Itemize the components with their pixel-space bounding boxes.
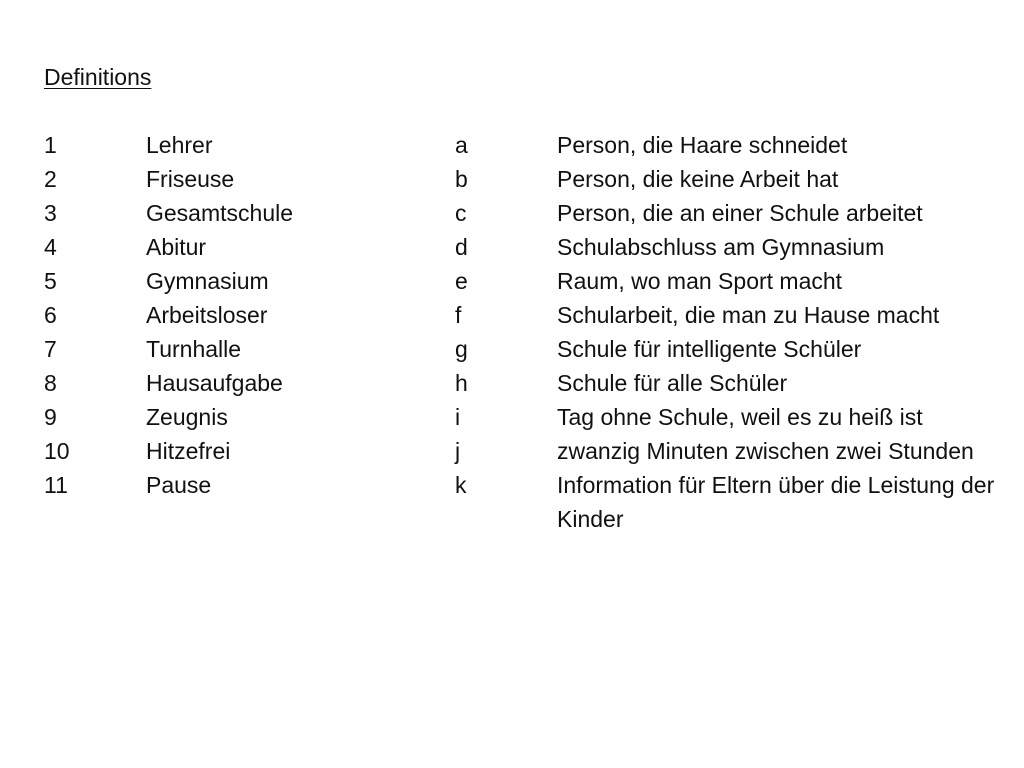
term: Friseuse: [146, 166, 235, 192]
term: Gesamtschule: [146, 200, 294, 226]
table-row: [44, 128, 1004, 162]
definition-text: Schularbeit, die man zu Hause macht: [557, 302, 940, 328]
term: Turnhalle: [146, 336, 242, 362]
definition-letter: j: [455, 438, 461, 464]
definition-text: Person, die Haare schneidet: [557, 132, 848, 158]
table-row: [44, 468, 1004, 536]
row-number: 2: [44, 166, 57, 192]
table-row: [44, 400, 1004, 434]
row-number: 4: [44, 234, 57, 260]
definition-text: zwanzig Minuten zwischen zwei Stunden: [557, 438, 974, 464]
table-row: [44, 298, 1004, 332]
definition-text: Tag ohne Schule, weil es zu heiß ist: [557, 404, 923, 430]
definition-letter: f: [455, 302, 462, 328]
term: Lehrer: [146, 132, 213, 158]
term: Hitzefrei: [146, 438, 231, 464]
page-title: Definitions: [44, 64, 152, 90]
term: Zeugnis: [146, 404, 228, 430]
row-number: 1: [44, 132, 57, 158]
definition-letter: e: [455, 268, 468, 294]
definition-text: Schule für alle Schüler: [557, 370, 788, 396]
row-number: 7: [44, 336, 57, 362]
table-row: [44, 264, 1004, 298]
table-row: [44, 162, 1004, 196]
term: Gymnasium: [146, 268, 269, 294]
row-number: 3: [44, 200, 57, 226]
table-row: [44, 230, 1004, 264]
definition-letter: b: [455, 166, 468, 192]
definition-text: Person, die an einer Schule arbeitet: [557, 200, 923, 226]
definition-letter: i: [455, 404, 461, 430]
definition-letter: h: [455, 370, 468, 396]
term: Hausaufgabe: [146, 370, 283, 396]
table-row: [44, 434, 1004, 468]
definition-letter: a: [455, 132, 468, 158]
definition-letter: k: [455, 472, 467, 498]
definitions-table: [44, 128, 1004, 536]
term: Abitur: [146, 234, 207, 260]
row-number: 5: [44, 268, 57, 294]
row-number: 11: [44, 472, 68, 498]
term: Arbeitsloser: [146, 302, 268, 328]
definition-text: Information für Eltern über die Leistung der Kinder: [557, 472, 995, 532]
row-number: 10: [44, 438, 70, 464]
definition-text: Raum, wo man Sport macht: [557, 268, 843, 294]
table-row: [44, 366, 1004, 400]
definition-letter: c: [455, 200, 467, 226]
table-row: [44, 332, 1004, 366]
term: Pause: [146, 472, 212, 498]
definition-letter: g: [455, 336, 468, 362]
definition-text: Schule für intelligente Schüler: [557, 336, 862, 362]
definition-text: Schulabschluss am Gymnasium: [557, 234, 885, 260]
definition-letter: d: [455, 234, 468, 260]
row-number: 9: [44, 404, 57, 430]
table-row: [44, 196, 1004, 230]
definition-text: Person, die keine Arbeit hat: [557, 166, 839, 192]
row-number: 8: [44, 370, 57, 396]
row-number: 6: [44, 302, 57, 328]
